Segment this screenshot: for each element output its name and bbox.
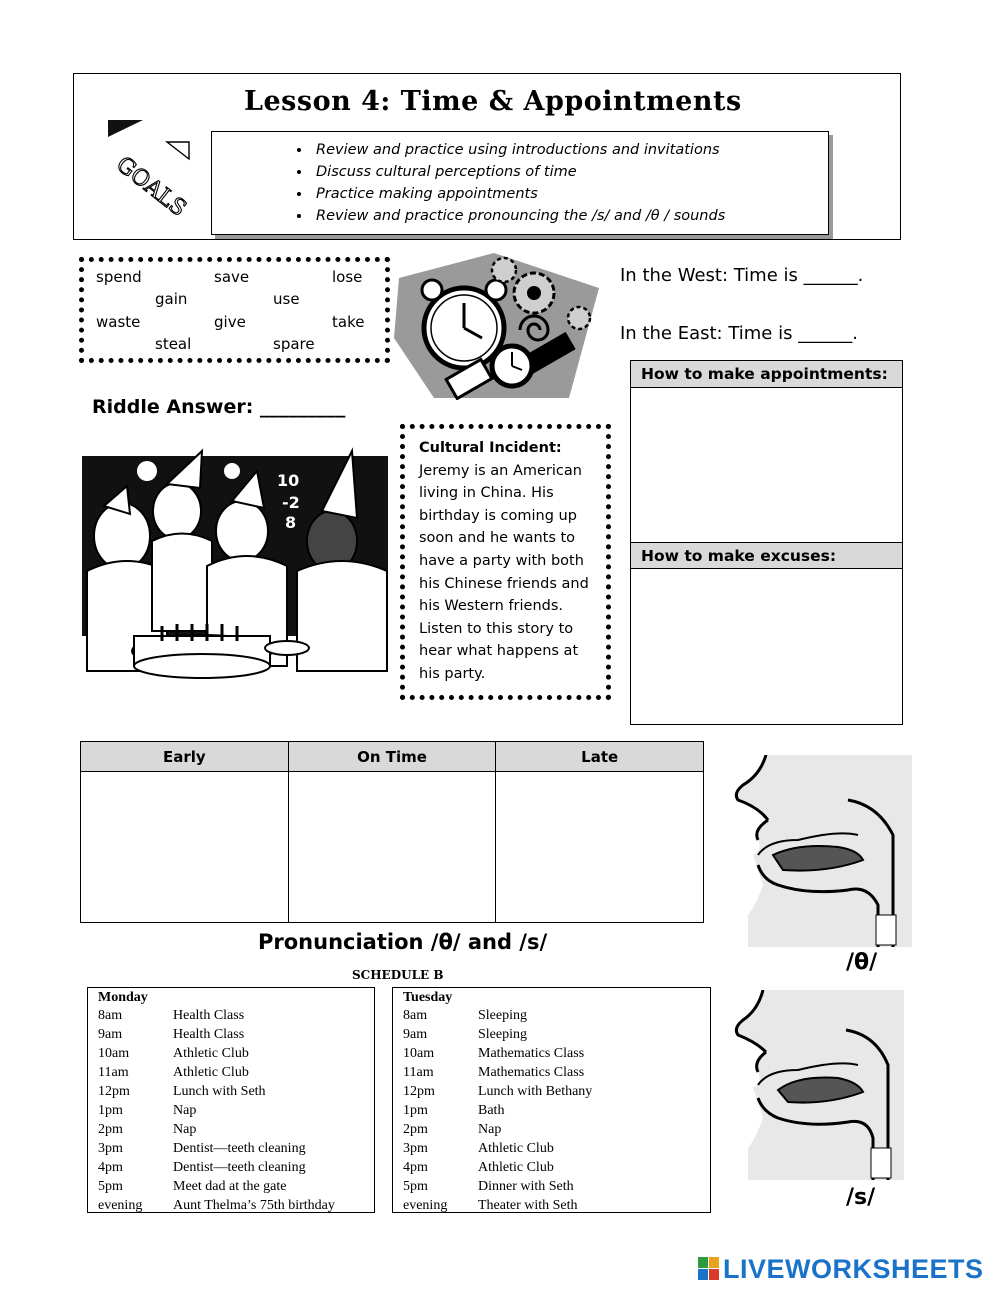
schedule-activity: Athletic Club xyxy=(478,1141,554,1156)
goal-item: • Discuss cultural perceptions of time xyxy=(312,161,828,183)
schedule-time: 1pm xyxy=(98,1103,123,1118)
brand-name: LIVEWORKSHEETS xyxy=(723,1254,984,1284)
schedule-row xyxy=(98,1101,374,1120)
schedule-row xyxy=(403,1082,710,1101)
schedule-time: 8am xyxy=(403,1008,428,1023)
schedule-time: 4pm xyxy=(403,1160,428,1175)
party-illustration xyxy=(82,436,388,688)
schedule-row xyxy=(98,1006,374,1025)
schedule-time: 2pm xyxy=(98,1122,123,1137)
schedule-activity: Meet dad at the gate xyxy=(173,1179,287,1194)
time-table xyxy=(80,741,704,923)
cultural-incident-box xyxy=(400,424,611,700)
schedule-time: evening xyxy=(98,1198,143,1213)
schedule-activity: Bath xyxy=(478,1103,505,1118)
schedule-row xyxy=(403,1196,710,1215)
schedule-time: 9am xyxy=(403,1027,428,1042)
schedule-row xyxy=(403,1025,710,1044)
schedule-activity: Dentist—teeth cleaning xyxy=(173,1141,306,1156)
schedule-time: 8am xyxy=(98,1008,123,1023)
schedule-activity: Lunch with Seth xyxy=(173,1084,266,1099)
schedule-time: evening xyxy=(403,1198,448,1213)
goals-word: GOALS xyxy=(111,152,191,222)
schedule-row xyxy=(403,1177,710,1196)
schedule-time: 4pm xyxy=(98,1160,123,1175)
incident-text: Jeremy is an American living in China. His birthday is coming up soon and he wants to have a party with both his Chinese friends and his Western friends. Listen to this story to hear what happens at his party. xyxy=(419,462,589,682)
east-statement: In the East: Time is ______. xyxy=(620,323,858,344)
schedule-tuesday xyxy=(392,987,711,1213)
vocab-word: spare xyxy=(273,335,315,353)
schedule-time: 5pm xyxy=(98,1179,123,1194)
schedule-activity: Athletic Club xyxy=(173,1046,249,1061)
schedule-activity: Mathematics Class xyxy=(478,1046,585,1061)
excuses-heading: How to make excuses: xyxy=(631,542,902,569)
schedule-activity: Health Class xyxy=(173,1027,245,1042)
schedule-time: 12pm xyxy=(98,1084,130,1099)
schedule-time: 9am xyxy=(98,1027,123,1042)
appointments-panel xyxy=(630,360,903,725)
schedule-row xyxy=(403,1158,710,1177)
goal-item: • Review and practice using introductions and invitations xyxy=(312,139,828,161)
goals-flag-left xyxy=(108,120,143,137)
schedule-row xyxy=(98,1158,374,1177)
lesson-title: Lesson 4: Time & Appointments xyxy=(244,86,742,117)
appointments-heading: How to make appointments: xyxy=(631,361,902,388)
schedule-row xyxy=(98,1082,374,1101)
schedule-monday xyxy=(87,987,375,1213)
schedule-time: 3pm xyxy=(403,1141,428,1156)
mouth-diagram-s xyxy=(728,990,904,1180)
column-early: Early xyxy=(81,742,289,772)
schedule-activity: Sleeping xyxy=(478,1008,527,1023)
schedule-time: 1pm xyxy=(403,1103,428,1118)
schedule-time: 5pm xyxy=(403,1179,428,1194)
schedule-row xyxy=(98,1196,374,1215)
excuses-answer-area[interactable] xyxy=(631,571,902,723)
schedule-row xyxy=(403,1044,710,1063)
tuesday-rows xyxy=(403,1006,710,1215)
schedule-time: 11am xyxy=(98,1065,129,1080)
schedule-time: 11am xyxy=(403,1065,434,1080)
day-heading: Monday xyxy=(98,990,148,1005)
column-late: Late xyxy=(496,742,704,772)
goal-item: • Review and practice pronouncing the /s/ and /θ / sounds xyxy=(312,205,828,227)
schedule-row xyxy=(403,1120,710,1139)
schedule-row xyxy=(98,1063,374,1082)
schedule-title: SCHEDULE B xyxy=(352,968,444,982)
incident-title: Cultural Incident: xyxy=(419,440,562,456)
early-answer-cell[interactable] xyxy=(81,772,289,923)
schedule-row xyxy=(98,1177,374,1196)
vocab-word: gain xyxy=(155,290,188,308)
day-heading: Tuesday xyxy=(403,990,453,1005)
schedule-row xyxy=(98,1139,374,1158)
goals-list xyxy=(212,132,828,227)
schedule-activity: Nap xyxy=(173,1103,197,1118)
vocab-word: use xyxy=(273,290,300,308)
liveworksheets-brand xyxy=(698,1254,984,1285)
vocab-box xyxy=(79,257,390,363)
appointments-answer-area[interactable] xyxy=(631,389,902,542)
schedule-activity: Aunt Thelma’s 75th birthday xyxy=(173,1198,335,1213)
schedule-row xyxy=(98,1044,374,1063)
vocab-word: take xyxy=(332,313,365,331)
svg-text:8: 8 xyxy=(285,513,297,532)
schedule-activity: Athletic Club xyxy=(478,1160,554,1175)
column-on-time: On Time xyxy=(288,742,496,772)
schedule-row xyxy=(403,1063,710,1082)
svg-text:10: 10 xyxy=(277,471,300,490)
s-symbol: /s/ xyxy=(846,1185,876,1210)
schedule-activity: Dinner with Seth xyxy=(478,1179,574,1194)
schedule-time: 12pm xyxy=(403,1084,435,1099)
liveworksheets-logo-icon xyxy=(698,1257,720,1281)
on-time-answer-cell[interactable] xyxy=(288,772,496,923)
schedule-row xyxy=(403,1006,710,1025)
schedule-time: 3pm xyxy=(98,1141,123,1156)
schedule-row xyxy=(403,1139,710,1158)
goal-item: • Practice making appointments xyxy=(312,183,828,205)
mouth-diagram-theta xyxy=(728,755,912,947)
clocks-illustration xyxy=(394,248,604,400)
goals-flag-right xyxy=(167,142,189,159)
west-statement: In the West: Time is ______. xyxy=(620,265,864,286)
monday-rows xyxy=(98,1006,374,1215)
schedule-activity: Nap xyxy=(478,1122,502,1137)
schedule-activity: Athletic Club xyxy=(173,1065,249,1080)
schedule-row xyxy=(98,1025,374,1044)
pronunciation-title: Pronunciation /θ/ and /s/ xyxy=(258,930,548,954)
schedule-activity: Lunch with Bethany xyxy=(478,1084,593,1099)
vocab-word: steal xyxy=(155,335,192,353)
schedule-row xyxy=(403,1101,710,1120)
vocab-word: waste xyxy=(96,313,141,331)
vocab-word: save xyxy=(214,268,250,286)
schedule-activity: Mathematics Class xyxy=(478,1065,585,1080)
schedule-activity: Nap xyxy=(173,1122,197,1137)
goals-box xyxy=(211,131,829,235)
goals-graphic xyxy=(105,117,205,222)
late-answer-cell[interactable] xyxy=(496,772,704,923)
theta-symbol: /θ/ xyxy=(846,950,878,975)
svg-text:-2: -2 xyxy=(282,493,300,512)
vocab-word: spend xyxy=(96,268,142,286)
riddle-answer: Riddle Answer: _________ xyxy=(92,396,346,418)
vocab-word: give xyxy=(214,313,246,331)
schedule-activity: Theater with Seth xyxy=(478,1198,578,1213)
schedule-row xyxy=(98,1120,374,1139)
schedule-time: 10am xyxy=(403,1046,435,1061)
schedule-activity: Health Class xyxy=(173,1008,245,1023)
schedule-activity: Dentist—teeth cleaning xyxy=(173,1160,306,1175)
vocab-word: lose xyxy=(332,268,363,286)
schedule-activity: Sleeping xyxy=(478,1027,527,1042)
schedule-time: 2pm xyxy=(403,1122,428,1137)
schedule-time: 10am xyxy=(98,1046,130,1061)
